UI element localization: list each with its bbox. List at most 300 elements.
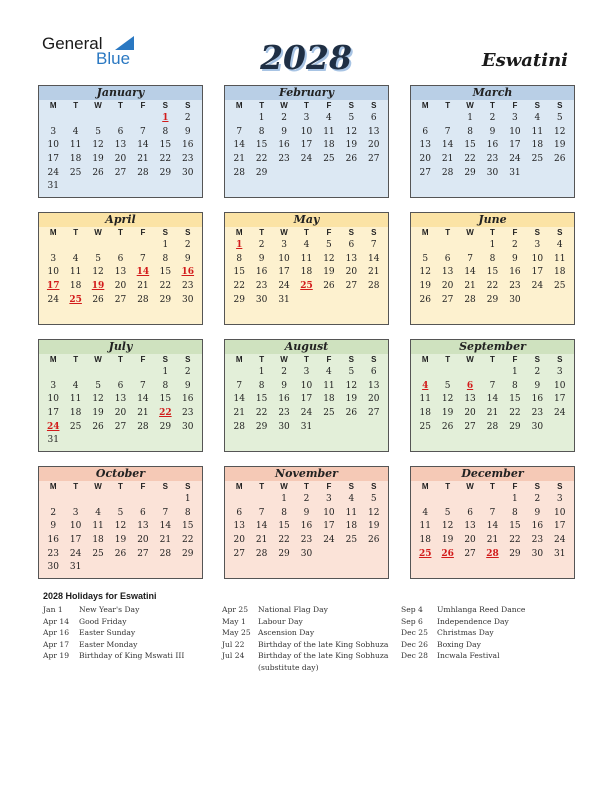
holiday-day-cell: 25: [418, 548, 432, 559]
day-cell: 22: [486, 281, 499, 292]
day-cell: 7: [140, 253, 146, 264]
day-cell: 5: [117, 507, 124, 518]
empty-day-cell: [42, 366, 64, 380]
weekday-label: T: [445, 101, 451, 110]
weekday-label: W: [280, 355, 288, 364]
empty-day-cell: [132, 112, 154, 126]
day-cell: 16: [486, 140, 499, 151]
day-cell: 1: [281, 494, 287, 504]
weekday-label: S: [557, 482, 563, 491]
day-cell: 27: [419, 167, 431, 178]
week-row: [39, 294, 202, 308]
weekday-label: S: [534, 228, 541, 237]
holiday-name: Birthday of King Mswati III: [79, 651, 185, 660]
empty-day-cell: [154, 561, 176, 575]
weekday-label: T: [118, 355, 123, 364]
day-cell: 12: [419, 267, 431, 278]
holiday-day-cell: 6: [466, 380, 474, 391]
month-name: May: [225, 213, 388, 227]
day-cell: 2: [303, 494, 310, 504]
holiday-item: [401, 639, 577, 651]
empty-day-cell: [250, 493, 272, 507]
day-cell: 11: [531, 126, 544, 137]
empty-day-cell: [363, 548, 385, 562]
day-cell: 10: [278, 253, 290, 264]
day-cell: 21: [255, 535, 268, 546]
week-row: [39, 421, 202, 435]
empty-day-cell: [549, 294, 571, 308]
day-cell: 24: [300, 154, 313, 165]
day-cell: 19: [114, 535, 127, 546]
day-cell: 10: [531, 253, 544, 264]
day-cell: 22: [509, 535, 521, 546]
day-cell: 18: [323, 394, 335, 405]
empty-day-cell: [363, 421, 385, 435]
country-name: Eswatini: [481, 50, 568, 71]
day-cell: 19: [554, 140, 566, 151]
day-cell: 29: [159, 167, 172, 178]
month-july: [38, 339, 203, 452]
empty-day-cell: [414, 112, 436, 126]
week-row: [411, 548, 574, 562]
weekday-header: [39, 100, 202, 112]
day-cell: 27: [368, 408, 380, 419]
day-cell: 23: [531, 408, 544, 419]
month-november: [224, 466, 389, 579]
weekday-label: T: [118, 101, 123, 110]
weekday-label: T: [490, 355, 495, 364]
day-cell: 11: [323, 380, 335, 391]
day-cell: 2: [534, 367, 541, 377]
holiday-item: [43, 639, 219, 651]
day-cell: 15: [159, 267, 172, 278]
holiday-day-cell: 25: [69, 294, 82, 305]
holiday-name: Independence Day: [437, 616, 509, 626]
weekday-label: M: [421, 482, 429, 491]
empty-day-cell: [481, 366, 503, 380]
day-cell: 18: [531, 140, 544, 151]
week-row: [39, 253, 202, 267]
day-cell: 7: [236, 380, 243, 391]
months-grid: [38, 85, 576, 581]
day-cell: 3: [72, 507, 79, 518]
empty-day-cell: [459, 493, 481, 507]
day-cell: 26: [92, 294, 104, 305]
day-cell: 15: [278, 521, 290, 532]
day-cell: 14: [255, 521, 268, 532]
week-row: [39, 112, 202, 126]
week-row: [39, 520, 202, 534]
week-row: [411, 126, 574, 140]
day-cell: 25: [345, 535, 358, 546]
day-cell: 29: [159, 294, 172, 305]
day-cell: 21: [233, 408, 245, 419]
holiday-date: Apr 16: [43, 628, 70, 637]
day-cell: 15: [509, 521, 521, 532]
day-cell: 12: [368, 507, 380, 518]
empty-day-cell: [64, 366, 86, 380]
day-cell: 27: [137, 548, 149, 559]
holiday-day-cell: 16: [181, 267, 195, 278]
empty-day-cell: [109, 493, 131, 507]
day-cell: 11: [419, 521, 431, 532]
day-cell: 20: [368, 394, 380, 405]
day-cell: 29: [509, 421, 521, 432]
day-cell: 25: [419, 421, 431, 432]
day-cell: 5: [444, 507, 451, 518]
holiday-date: Apr 19: [43, 651, 70, 660]
day-cell: 3: [303, 113, 310, 123]
day-cell: 10: [323, 507, 335, 518]
day-cell: 30: [182, 421, 194, 432]
day-cell: 22: [159, 281, 172, 292]
week-row: [411, 366, 574, 380]
day-cell: 14: [368, 253, 380, 264]
holiday-day-cell: 4: [422, 380, 429, 391]
weekday-label: T: [73, 355, 79, 364]
day-cell: 23: [255, 281, 268, 292]
weekday-label: W: [94, 482, 102, 491]
day-cell: 17: [278, 267, 290, 278]
empty-day-cell: [132, 493, 154, 507]
day-cell: 25: [323, 154, 335, 165]
day-cell: 1: [258, 367, 265, 377]
week-row: [411, 380, 574, 394]
day-cell: 24: [509, 154, 521, 165]
day-cell: 29: [486, 294, 499, 305]
day-cell: 18: [419, 408, 431, 419]
day-cell: 17: [300, 140, 313, 151]
day-cell: 23: [182, 154, 194, 165]
day-cell: 6: [444, 253, 451, 264]
day-cell: 11: [300, 253, 313, 264]
day-cell: 13: [345, 253, 358, 264]
day-cell: 26: [345, 154, 358, 165]
day-cell: 20: [368, 140, 380, 151]
weekday-label: W: [466, 228, 474, 237]
day-cell: 27: [368, 154, 380, 165]
empty-day-cell: [64, 493, 86, 507]
empty-day-cell: [340, 167, 362, 181]
weekday-header: [39, 354, 202, 366]
holiday-date: Apr 17: [43, 639, 70, 649]
day-cell: 3: [512, 113, 518, 123]
holiday-item: [401, 616, 577, 628]
holiday-name: Boxing Day: [437, 639, 481, 649]
month-april: [38, 212, 203, 325]
weekday-label: S: [371, 228, 377, 237]
day-cell: 24: [554, 535, 566, 546]
weekday-label: S: [371, 482, 377, 491]
day-cell: 8: [281, 507, 287, 518]
day-cell: 28: [255, 548, 268, 559]
day-cell: 20: [137, 535, 149, 546]
week-row: [411, 534, 574, 548]
day-cell: 31: [47, 435, 59, 446]
weekday-header: [39, 227, 202, 239]
day-cell: 13: [368, 126, 380, 137]
holiday-date: May 25: [222, 628, 251, 637]
holiday-date: Jan 1: [43, 605, 63, 614]
day-cell: 9: [258, 253, 265, 264]
empty-day-cell: [318, 421, 340, 435]
day-cell: 18: [419, 535, 431, 546]
day-cell: 4: [534, 113, 541, 123]
week-row: [411, 153, 574, 167]
empty-day-cell: [549, 421, 571, 435]
day-cell: 23: [509, 281, 521, 292]
weekday-label: W: [94, 355, 102, 364]
day-cell: 23: [531, 535, 544, 546]
month-name: September: [411, 340, 574, 354]
empty-day-cell: [109, 112, 131, 126]
day-cell: 12: [92, 394, 104, 405]
day-cell: 11: [419, 394, 431, 405]
week-row: [225, 112, 388, 126]
day-cell: 4: [556, 240, 563, 250]
week-row: [39, 366, 202, 380]
day-cell: 22: [509, 408, 521, 419]
day-cell: 26: [419, 294, 431, 305]
day-cell: 6: [117, 253, 124, 264]
day-cell: 23: [182, 281, 194, 292]
week-row: [39, 126, 202, 140]
day-cell: 17: [554, 521, 566, 532]
weekday-label: S: [348, 355, 355, 364]
day-cell: 16: [47, 535, 59, 546]
holiday-day-cell: 1: [162, 113, 169, 123]
day-cell: 15: [255, 394, 268, 405]
holiday-item: [222, 639, 398, 651]
day-cell: 14: [464, 267, 476, 278]
day-cell: 13: [368, 380, 380, 391]
day-cell: 15: [509, 394, 521, 405]
day-cell: 8: [512, 380, 518, 391]
week-row: [225, 167, 388, 181]
empty-day-cell: [87, 561, 109, 575]
weekday-label: M: [49, 101, 57, 110]
empty-day-cell: [132, 180, 154, 194]
day-cell: 19: [368, 521, 380, 532]
holidays-title: 2028 Holidays for Eswatini: [43, 591, 157, 601]
empty-day-cell: [459, 239, 481, 253]
weekday-label: F: [326, 101, 332, 110]
empty-day-cell: [177, 561, 199, 575]
day-cell: 31: [554, 548, 566, 559]
day-cell: 10: [554, 507, 566, 518]
weekday-label: F: [326, 482, 332, 491]
week-row: [225, 534, 388, 548]
holiday-date: Dec 26: [401, 639, 428, 649]
day-cell: 6: [467, 507, 473, 518]
holiday-item: [222, 616, 398, 628]
week-row: [39, 167, 202, 181]
weekday-label: T: [118, 482, 123, 491]
day-cell: 2: [534, 494, 541, 504]
week-row: [39, 180, 202, 194]
weekday-label: M: [49, 228, 57, 237]
empty-day-cell: [295, 167, 317, 181]
day-cell: 3: [50, 380, 57, 391]
empty-day-cell: [177, 434, 199, 448]
weekday-label: M: [421, 101, 429, 110]
day-cell: 4: [72, 126, 79, 137]
week-row: [39, 434, 202, 448]
day-cell: 18: [554, 267, 566, 278]
day-cell: 2: [281, 113, 287, 123]
empty-day-cell: [228, 366, 250, 380]
day-cell: 29: [278, 548, 290, 559]
day-cell: 1: [489, 240, 496, 250]
day-cell: 23: [47, 548, 59, 559]
day-cell: 21: [159, 535, 172, 546]
day-cell: 23: [486, 154, 499, 165]
day-cell: 8: [512, 507, 518, 518]
day-cell: 17: [509, 140, 521, 151]
day-cell: 31: [47, 181, 59, 192]
week-row: [411, 507, 574, 521]
weekday-label: T: [259, 228, 265, 237]
day-cell: 16: [182, 394, 194, 405]
weekday-label: T: [490, 228, 495, 237]
day-cell: 25: [92, 548, 104, 559]
page-title-year: 2028: [260, 38, 352, 77]
day-cell: 5: [95, 380, 101, 391]
day-cell: 22: [464, 154, 476, 165]
day-cell: 6: [140, 507, 146, 518]
day-cell: 8: [162, 253, 169, 264]
day-cell: 8: [258, 126, 265, 137]
day-cell: 20: [114, 281, 127, 292]
week-row: [39, 239, 202, 253]
day-cell: 10: [300, 380, 313, 391]
day-cell: 7: [444, 126, 451, 137]
day-cell: 13: [441, 267, 454, 278]
day-cell: 14: [486, 521, 499, 532]
day-cell: 24: [531, 281, 544, 292]
day-cell: 9: [303, 507, 310, 518]
weekday-header: [39, 481, 202, 493]
day-cell: 10: [47, 394, 59, 405]
day-cell: 4: [72, 253, 79, 264]
holiday-name: Birthday of the late King Sobhuza (substitute day): [258, 651, 389, 672]
weekday-label: T: [259, 101, 265, 110]
day-cell: 14: [441, 140, 454, 151]
week-row: [39, 266, 202, 280]
weekday-label: M: [421, 355, 429, 364]
week-row: [411, 266, 574, 280]
day-cell: 24: [278, 281, 290, 292]
day-cell: 9: [184, 253, 191, 264]
weekday-label: T: [304, 355, 309, 364]
day-cell: 13: [233, 521, 245, 532]
day-cell: 13: [464, 394, 476, 405]
day-cell: 28: [137, 421, 149, 432]
day-cell: 26: [114, 548, 127, 559]
day-cell: 27: [345, 281, 358, 292]
empty-day-cell: [109, 180, 131, 194]
weekday-label: F: [512, 355, 518, 364]
day-cell: 23: [278, 154, 290, 165]
empty-day-cell: [177, 180, 199, 194]
empty-day-cell: [481, 493, 503, 507]
day-cell: 26: [323, 281, 335, 292]
week-row: [39, 407, 202, 421]
holiday-column: [43, 604, 219, 662]
day-cell: 17: [531, 267, 544, 278]
day-cell: 5: [95, 253, 101, 264]
month-name: December: [411, 467, 574, 481]
day-cell: 9: [512, 253, 518, 264]
day-cell: 6: [117, 126, 124, 137]
day-cell: 4: [72, 380, 79, 391]
weekday-label: S: [348, 101, 355, 110]
day-cell: 7: [258, 507, 265, 518]
day-cell: 22: [233, 281, 245, 292]
month-october: [38, 466, 203, 579]
weekday-label: T: [490, 101, 495, 110]
day-cell: 3: [556, 367, 563, 377]
holiday-item: [222, 627, 398, 639]
day-cell: 15: [233, 267, 245, 278]
day-cell: 30: [278, 421, 290, 432]
weekday-label: M: [235, 355, 243, 364]
month-name: July: [39, 340, 202, 354]
day-cell: 1: [162, 240, 169, 250]
weekday-label: S: [557, 228, 563, 237]
day-cell: 16: [255, 267, 268, 278]
week-row: [39, 507, 202, 521]
holiday-name: Incwala Festival: [437, 651, 500, 660]
holiday-name: Easter Monday: [79, 639, 138, 649]
day-cell: 31: [278, 294, 290, 305]
day-cell: 10: [300, 126, 313, 137]
weekday-label: F: [326, 355, 332, 364]
day-cell: 2: [258, 240, 265, 250]
weekday-label: S: [162, 228, 169, 237]
day-cell: 22: [255, 408, 268, 419]
day-cell: 26: [92, 421, 104, 432]
day-cell: 22: [159, 154, 172, 165]
day-cell: 15: [159, 394, 172, 405]
day-cell: 12: [114, 521, 127, 532]
holiday-item: [401, 650, 577, 662]
weekday-label: S: [557, 101, 563, 110]
month-august: [224, 339, 389, 452]
empty-day-cell: [228, 112, 250, 126]
day-cell: 19: [441, 408, 454, 419]
day-cell: 21: [368, 267, 380, 278]
week-row: [411, 407, 574, 421]
day-cell: 27: [464, 421, 476, 432]
day-cell: 6: [422, 126, 429, 137]
weekday-label: S: [348, 228, 355, 237]
week-row: [225, 126, 388, 140]
weekday-label: M: [49, 482, 57, 491]
day-cell: 7: [162, 507, 169, 518]
month-may: [224, 212, 389, 325]
holiday-item: [401, 627, 577, 639]
week-row: [411, 493, 574, 507]
weekday-label: F: [512, 482, 518, 491]
week-row: [411, 520, 574, 534]
holiday-name: New Year's Day: [79, 605, 140, 614]
weekday-label: T: [304, 482, 309, 491]
empty-day-cell: [414, 493, 436, 507]
week-row: [411, 139, 574, 153]
holiday-name: National Flag Day: [258, 605, 328, 614]
weekday-label: F: [326, 228, 332, 237]
